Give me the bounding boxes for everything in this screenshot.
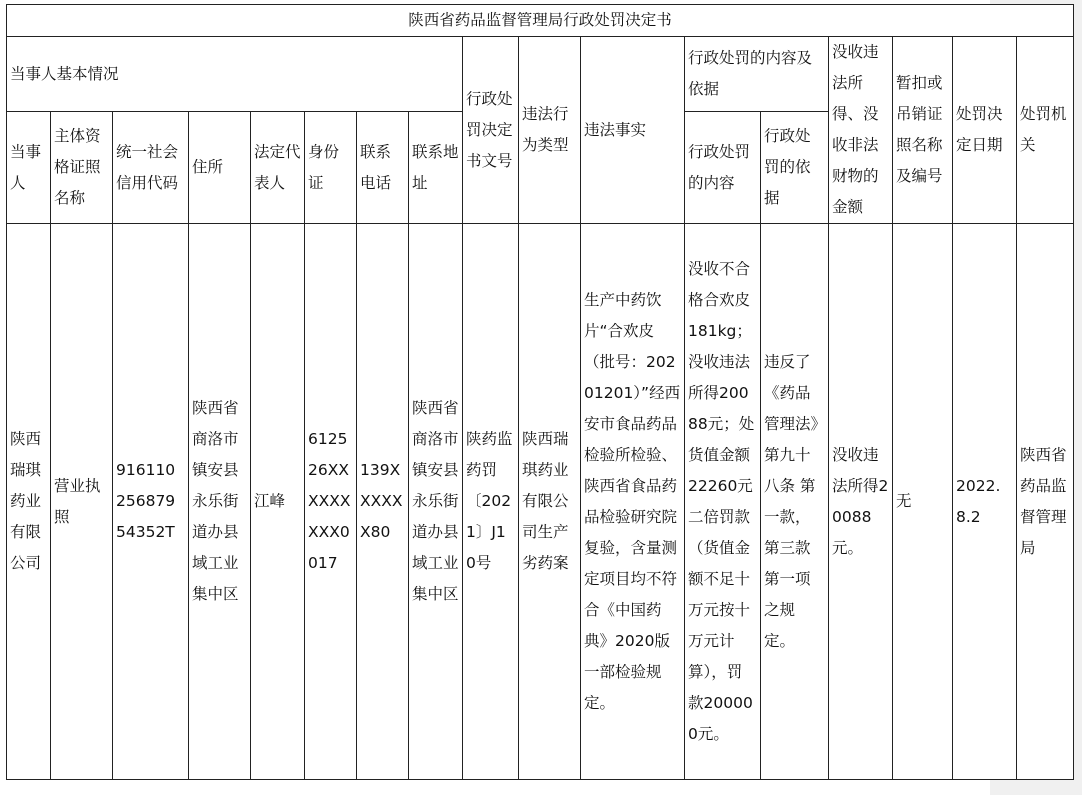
cell-authority: 陕西省药品监督管理局 [1017, 224, 1074, 780]
header-address: 住所 [189, 112, 251, 224]
header-id-card: 身份证 [305, 112, 357, 224]
cell-credit-code: 91611025687954352T [113, 224, 189, 780]
cell-decision-date: 2022.8.2 [953, 224, 1017, 780]
header-phone: 联系电话 [357, 112, 409, 224]
cell-confiscation: 没收违法所得20088元。 [829, 224, 893, 780]
header-authority: 处罚机关 [1017, 37, 1074, 224]
cell-penalty-content: 没收不合格合欢皮181kg；没收违法所得20088元；处货值金额22260元二倍罚款（货值金额不足十万元按十万元计算），罚款200000元。 [685, 224, 761, 780]
cell-penalty-basis: 违反了《药品管理法》第九十八条 第一款，第三款 第一项之规定。 [761, 224, 829, 780]
cell-phone: 139XXXXXX80 [357, 224, 409, 780]
header-license-name: 主体资格证照名称 [51, 112, 113, 224]
header-violation-type: 违法行为类型 [519, 37, 581, 224]
cell-legal-rep: 江峰 [251, 224, 305, 780]
cell-license-suspend: 无 [893, 224, 953, 780]
header-contact-address: 联系地址 [409, 112, 463, 224]
header-license-suspend: 暂扣或吊销证照名称及编号 [893, 37, 953, 224]
document-title: 陕西省药品监督管理局行政处罚决定书 [7, 5, 1074, 37]
cell-license-name: 营业执照 [51, 224, 113, 780]
header-penalty-group: 行政处罚的内容及依据 [685, 37, 829, 112]
header-party-info: 当事人基本情况 [7, 37, 463, 112]
cell-doc-no: 陕药监药罚〔2021〕J10号 [463, 224, 519, 780]
header-penalty-content: 行政处罚的内容 [685, 112, 761, 224]
header-legal-rep: 法定代表人 [251, 112, 305, 224]
cell-party: 陕西瑞琪药业有限公司 [7, 224, 51, 780]
penalty-decision-table [6, 4, 1074, 780]
cell-id-card: 612526XXXXXXXXX0017 [305, 224, 357, 780]
header-doc-no: 行政处罚决定书文号 [463, 37, 519, 224]
cell-facts: 生产中药饮片“合欢皮（批号：20201201）”经西安市食品药品检验所检验、陕西省食品药品检验研究院复验，含量测定项目均不符合《中国药典》2020版一部检验规定。 [581, 224, 685, 780]
header-confiscation: 没收违法所得、没收非法财物的金额 [829, 37, 893, 224]
header-facts: 违法事实 [581, 37, 685, 224]
cell-violation-type: 陕西瑞琪药业有限公司生产劣药案 [519, 224, 581, 780]
header-credit-code: 统一社会信用代码 [113, 112, 189, 224]
cell-contact-address: 陕西省商洛市镇安县永乐街道办县域工业集中区 [409, 224, 463, 780]
header-party: 当事人 [7, 112, 51, 224]
header-decision-date: 处罚决定日期 [953, 37, 1017, 224]
cell-address: 陕西省商洛市镇安县永乐街道办县域工业集中区 [189, 224, 251, 780]
header-penalty-basis: 行政处罚的依据 [761, 112, 829, 224]
